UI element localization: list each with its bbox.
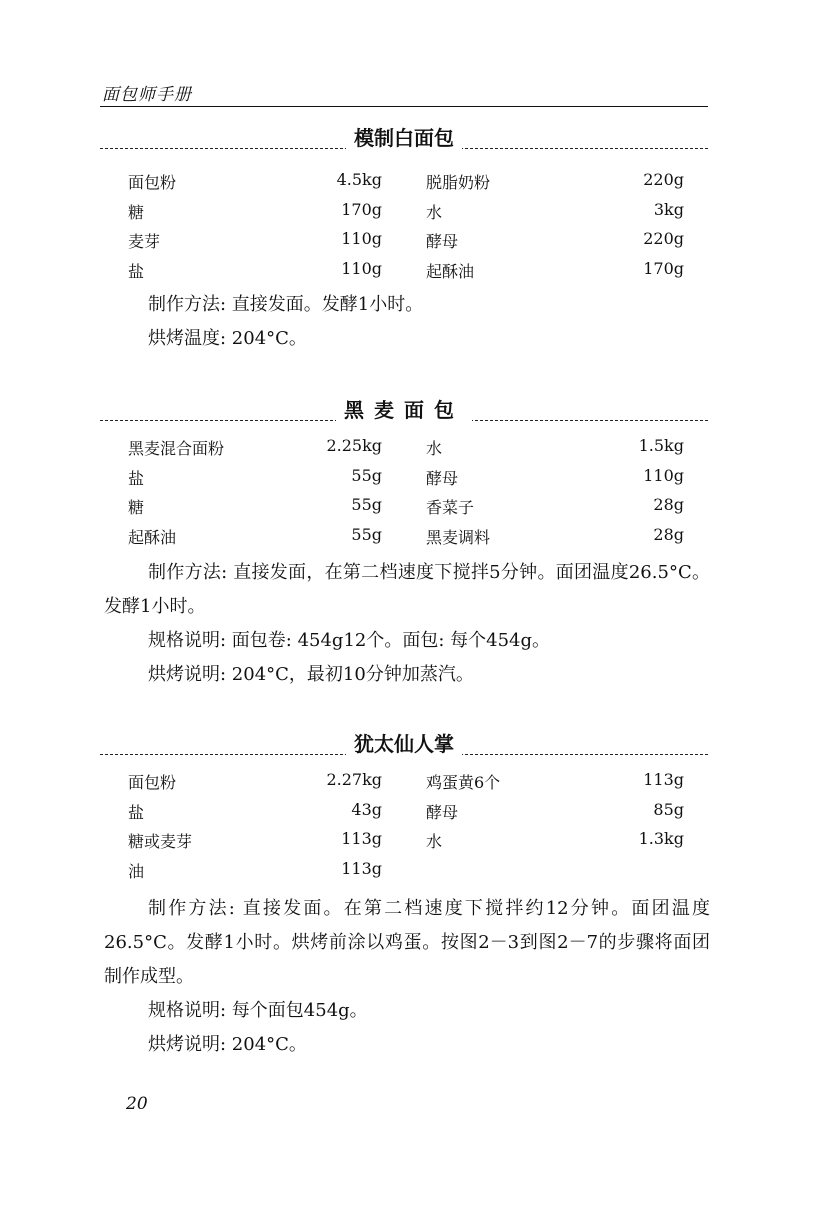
ingredient-name: 面包粉 [128, 773, 177, 792]
ingredient-qty: 1.5kg [638, 436, 684, 455]
ingredient-row [128, 800, 684, 830]
ingredient-qty: 55g [351, 495, 382, 514]
ingredient-table-3 [128, 770, 684, 888]
ingredient-row [128, 200, 684, 230]
ingredient-qty: 110g [643, 465, 684, 485]
ingredient-name: 糖 [128, 202, 145, 222]
ingredient-row [128, 495, 684, 525]
ingredient-qty: 2.27kg [326, 770, 382, 789]
ingredient-qty: 220g [643, 229, 684, 248]
recipe-title-row-1 [100, 122, 708, 156]
ingredient-row [128, 229, 684, 259]
method-note: 制作方法: 直接发面，在第二档速度下搅拌5分钟。面团温度26.5°C。发酵1小时。 [104, 562, 710, 617]
ingredient-qty: 113g [341, 858, 382, 878]
ingredient-qty: 113g [341, 829, 382, 848]
ingredient-qty: 1.3kg [638, 829, 684, 848]
baking-note: 烘烤说明: 204°C，最初10分钟加蒸汽。 [148, 664, 474, 685]
recipe-title: 犹太仙人掌 [346, 732, 462, 756]
ingredient-name: 黑麦混合面粉 [128, 439, 225, 458]
page-number: 20 [126, 1094, 148, 1114]
ingredient-name: 盐 [128, 802, 145, 822]
ingredient-qty: 110g [341, 229, 382, 248]
ingredient-name: 盐 [128, 261, 145, 281]
ingredient-name: 麦芽 [128, 232, 161, 251]
ingredient-qty: 28g [653, 524, 684, 544]
ingredient-name: 酵母 [426, 802, 459, 822]
ingredient-qty: 3kg [653, 199, 684, 219]
ingredient-row [128, 259, 684, 289]
ingredient-qty: 43g [351, 799, 382, 819]
ingredient-name: 水 [426, 439, 443, 458]
ingredient-name: 水 [426, 832, 443, 851]
ingredient-name: 水 [426, 202, 443, 222]
header-rule [100, 106, 708, 107]
ingredient-name: 脱脂奶粉 [426, 173, 491, 192]
ingredient-row [128, 525, 684, 555]
ingredient-table-1 [128, 170, 684, 288]
recipe-title: 黑麦面包 [336, 398, 472, 422]
method-note: 制作方法: 直接发面。在第二档速度下搅拌约12分钟。面团温度26.5°C。发酵1小时。烘烤前涂以鸡蛋。按图2－3到图2－7的步骤将面团制作成型。 [104, 898, 710, 987]
ingredient-name: 起酥油 [426, 261, 475, 281]
recipe-title: 模制白面包 [346, 126, 462, 150]
ingredient-qty: 55g [351, 465, 382, 485]
ingredient-row [128, 436, 684, 466]
ingredient-name: 香菜子 [426, 498, 475, 517]
ingredient-name: 酵母 [426, 232, 459, 251]
ingredient-table-2 [128, 436, 684, 554]
baking-note: 烘烤说明: 204°C。 [148, 1034, 307, 1055]
ingredient-name: 糖 [128, 498, 145, 517]
recipe-title-row-3 [100, 728, 708, 762]
running-head: 面包师手册 [102, 85, 192, 105]
ingredient-qty: 85g [653, 799, 684, 819]
ingredient-qty: 55g [351, 524, 382, 544]
baking-note: 烘烤温度: 204°C。 [148, 328, 307, 349]
ingredient-name: 鸡蛋黄6个 [426, 773, 501, 792]
ingredient-qty: 170g [643, 258, 684, 278]
ingredient-row [128, 829, 684, 859]
recipe-title-row-2 [100, 394, 708, 428]
ingredient-qty: 220g [643, 170, 684, 189]
spec-note: 规格说明: 面包卷: 454g12个。面包: 每个454g。 [148, 630, 551, 651]
ingredient-qty: 170g [341, 199, 382, 219]
ingredient-name: 油 [128, 861, 145, 881]
ingredient-qty: 113g [643, 770, 684, 789]
method-note: 制作方法: 直接发面。发酵1小时。 [148, 294, 424, 315]
ingredient-row [128, 859, 684, 889]
ingredient-name: 起酥油 [128, 527, 177, 547]
ingredient-qty: 110g [341, 258, 382, 278]
ingredient-name: 黑麦调料 [426, 527, 491, 547]
ingredient-row [128, 466, 684, 496]
ingredient-name: 面包粉 [128, 173, 177, 192]
ingredient-qty: 4.5kg [336, 170, 382, 189]
ingredient-name: 盐 [128, 468, 145, 488]
ingredient-row [128, 770, 684, 800]
ingredient-row [128, 170, 684, 200]
ingredient-name: 酵母 [426, 468, 459, 488]
ingredient-qty: 28g [653, 495, 684, 514]
ingredient-qty: 2.25kg [326, 436, 382, 455]
ingredient-name: 糖或麦芽 [128, 832, 193, 851]
spec-note: 规格说明: 每个面包454g。 [148, 1000, 368, 1021]
